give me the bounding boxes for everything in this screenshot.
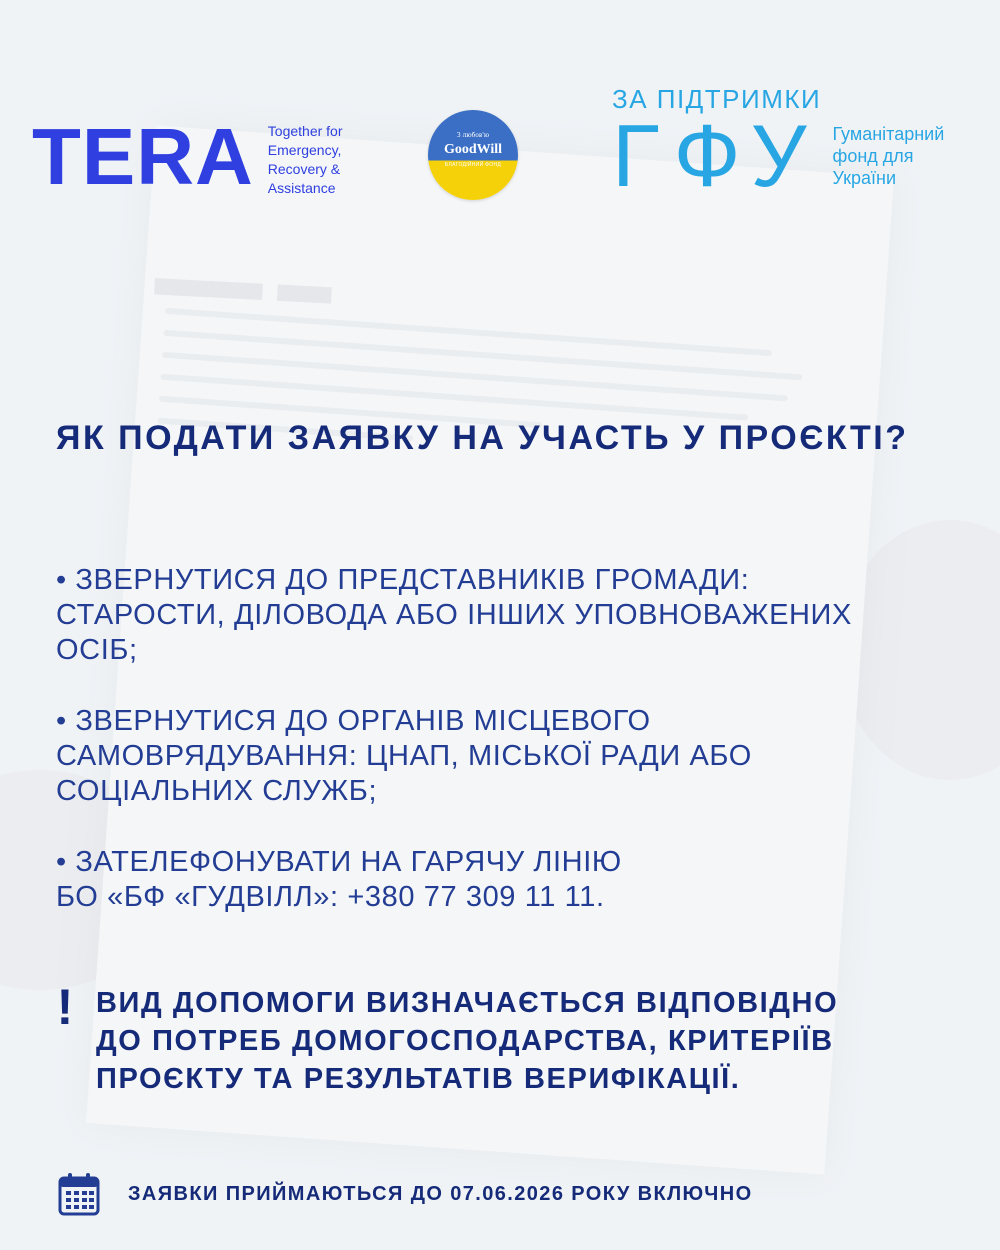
step-item-community [56, 563, 956, 668]
tera-tagline-line: Together for [267, 123, 343, 139]
goodwill-small-text: З любов'ю [456, 132, 490, 139]
gfu-letters: ГФУ [612, 106, 821, 205]
gfu-support-label: ЗА ПІДТРИМКИ [612, 84, 822, 114]
tera-wordmark: TERA [32, 112, 254, 201]
goodwill-name: GoodWill [443, 142, 503, 157]
gfu-description [833, 123, 945, 189]
step-line: • ЗВЕРНУТИСЯ ДО ОРГАНІВ МІСЦЕВОГО [56, 705, 651, 737]
gfu-description-line: України [832, 168, 897, 188]
gfu-description-line: фонд для [832, 146, 914, 166]
calendar-icon [58, 1172, 100, 1216]
exclamation-icon: ! [56, 979, 74, 1035]
step-line: ОСІБ; [56, 634, 138, 666]
goodwill-logo [428, 110, 518, 200]
step-line: СОЦІАЛЬНИХ СЛУЖБ; [56, 775, 378, 807]
step-item-local-government [56, 704, 956, 809]
step-line: СТАРОСТИ, ДІЛОВОДА АБО ІНШИХ УПОВНОВАЖЕНИХ [56, 599, 852, 631]
step-line: САМОВРЯДУВАННЯ: ЦНАП, МІСЬКОЇ РАДИ АБО [56, 740, 752, 772]
step-item-hotline [56, 845, 956, 915]
page-heading: ЯК ПОДАТИ ЗАЯВКУ НА УЧАСТЬ У ПРОЄКТІ? [56, 419, 909, 457]
notice-line: ПРОЄКТУ ТА РЕЗУЛЬТАТІВ ВЕРИФІКАЦІЇ. [96, 1063, 741, 1095]
tera-tagline [268, 122, 378, 198]
step-line: БО «БФ «ГУДВІЛЛ»: +380 77 309 11 11. [56, 881, 605, 913]
notice-text [96, 984, 838, 1098]
gfu-logo [612, 84, 945, 205]
tera-logo [32, 112, 378, 201]
step-line: • ЗВЕРНУТИСЯ ДО ПРЕДСТАВНИКІВ ГРОМАДИ: [56, 564, 750, 596]
application-steps [56, 563, 956, 951]
deadline-text: ЗАЯВКИ ПРИЙМАЮТЬСЯ ДО 07.06.2026 РОКУ ВКЛЮЧНО [128, 1182, 753, 1205]
goodwill-subtitle: БЛАГОДІЙНИЙ ФОНД [444, 162, 502, 168]
notice-line: ВИД ДОПОМОГИ ВИЗНАЧАЄТЬСЯ ВІДПОВІДНО [96, 987, 839, 1019]
notice-line: ДО ПОТРЕБ ДОМОГОСПОДАРСТВА, КРИТЕРІЇВ [96, 1025, 834, 1057]
step-line: • ЗАТЕЛЕФОНУВАТИ НА ГАРЯЧУ ЛІНІЮ [56, 846, 622, 878]
tera-tagline-line: Emergency, [267, 142, 342, 158]
tera-tagline-line: Assistance [267, 180, 336, 196]
tera-tagline-line: Recovery & [267, 161, 341, 177]
aid-notice [50, 979, 970, 1098]
deadline-banner [58, 1172, 753, 1216]
gfu-description-line: Гуманітарний [832, 124, 945, 144]
